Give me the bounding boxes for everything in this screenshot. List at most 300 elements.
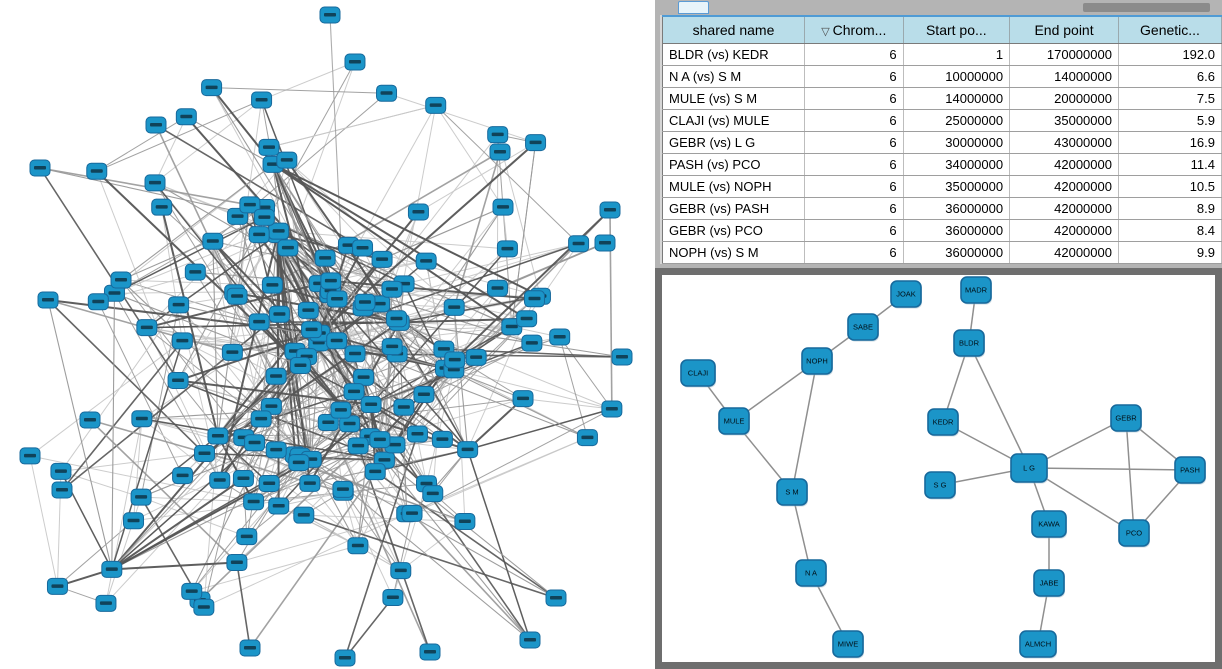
node-label-smudge (298, 513, 310, 517)
node-label-smudge (448, 305, 460, 309)
network-node[interactable] (80, 412, 100, 428)
node-label-smudge (322, 421, 334, 425)
node-label-smudge (135, 495, 147, 499)
node-label-smudge (492, 286, 504, 290)
network-edge (454, 307, 465, 521)
network-node[interactable] (432, 431, 452, 447)
node-label-smudge (115, 278, 127, 282)
table-cell[interactable]: 6 (805, 44, 904, 66)
node-label-smudge (420, 259, 432, 263)
network-node-jabe[interactable] (1034, 570, 1065, 598)
svg-text:MIWE: MIWE (837, 639, 859, 649)
table-row[interactable] (663, 66, 1222, 88)
network-node[interactable] (259, 476, 279, 492)
network-node[interactable] (38, 292, 58, 308)
network-node[interactable] (266, 442, 286, 458)
node-label-smudge (494, 150, 506, 154)
network-node[interactable] (466, 349, 486, 365)
network-node[interactable] (354, 369, 374, 385)
node-label-smudge (376, 257, 388, 261)
network-node[interactable] (278, 240, 298, 256)
network-node[interactable] (269, 498, 289, 514)
table-cell[interactable]: 6.6 (1118, 66, 1221, 88)
network-node[interactable] (353, 240, 373, 256)
network-node[interactable] (88, 294, 108, 310)
node-label-smudge (492, 133, 504, 137)
network-node[interactable] (344, 384, 364, 400)
table-cell[interactable]: 6 (805, 154, 904, 176)
table-cell[interactable]: 14000000 (903, 88, 1010, 110)
node-label-smudge (206, 86, 218, 90)
network-node[interactable] (600, 202, 620, 218)
detail-network-canvas[interactable] (662, 275, 1215, 662)
node-label-smudge (92, 300, 104, 304)
network-node[interactable] (259, 139, 279, 155)
network-node[interactable] (386, 311, 406, 327)
network-node-joak[interactable] (891, 281, 922, 309)
node-label-smudge (521, 317, 533, 321)
network-node[interactable] (182, 583, 202, 599)
network-node[interactable] (298, 302, 318, 318)
network-node[interactable] (290, 357, 310, 373)
network-node[interactable] (595, 235, 615, 251)
network-node[interactable] (420, 644, 440, 660)
node-label-smudge (550, 596, 562, 600)
network-node[interactable] (402, 505, 422, 521)
node-label-smudge (91, 169, 103, 173)
node-label-smudge (128, 519, 140, 523)
node-label-smudge (198, 605, 210, 609)
network-node[interactable] (266, 368, 286, 384)
table-cell[interactable]: 43000000 (1010, 132, 1119, 154)
network-node[interactable] (131, 489, 151, 505)
network-node[interactable] (96, 595, 116, 611)
network-node[interactable] (345, 54, 365, 70)
table-cell[interactable]: GEBR (vs) PASH (663, 198, 805, 220)
table-row[interactable] (663, 88, 1222, 110)
node-label-smudge (530, 141, 542, 145)
column-header-1[interactable] (805, 16, 904, 44)
table-cell[interactable]: NOPH (vs) S M (663, 242, 805, 264)
svg-text:SABE: SABE (852, 322, 874, 332)
network-node[interactable] (370, 432, 390, 448)
node-label-smudge (335, 408, 347, 412)
network-node[interactable] (408, 204, 428, 220)
network-node-madr[interactable] (961, 277, 992, 305)
node-label-smudge (108, 291, 120, 295)
network-node[interactable] (444, 299, 464, 315)
network-node-miwe[interactable] (833, 631, 864, 659)
network-node[interactable] (227, 288, 247, 304)
column-header-label: End point (1034, 22, 1094, 38)
network-node[interactable] (569, 236, 589, 252)
network-node[interactable] (269, 306, 289, 322)
network-edge (269, 105, 436, 147)
table-cell[interactable]: 170000000 (1010, 44, 1119, 66)
network-node[interactable] (348, 438, 368, 454)
node-label-smudge (248, 500, 260, 504)
network-node-noph[interactable] (802, 348, 833, 376)
table-tab[interactable] (678, 1, 709, 14)
network-node[interactable] (526, 135, 546, 151)
network-node[interactable] (327, 333, 347, 349)
network-node[interactable] (124, 513, 144, 529)
detail-network-inner (662, 275, 1215, 662)
network-node[interactable] (173, 468, 193, 484)
node-label-smudge (258, 215, 270, 219)
svg-text:PCO: PCO (1125, 528, 1143, 538)
network-node[interactable] (251, 411, 271, 427)
node-label-smudge (412, 210, 424, 214)
table-cell[interactable]: 9.9 (1118, 242, 1221, 264)
table-cell[interactable]: 42000000 (1010, 198, 1119, 220)
network-node[interactable] (407, 426, 427, 442)
network-node[interactable] (524, 291, 544, 307)
table-cell[interactable]: 6 (805, 132, 904, 154)
network-edge (1029, 468, 1190, 470)
network-edge (498, 135, 512, 327)
network-node[interactable] (348, 538, 368, 554)
network-node[interactable] (488, 280, 508, 296)
network-edge (436, 105, 579, 243)
network-node-l-g[interactable] (1011, 454, 1048, 484)
network-node[interactable] (252, 92, 272, 108)
network-node[interactable] (146, 117, 166, 133)
network-node[interactable] (30, 160, 50, 176)
network-node[interactable] (493, 199, 513, 215)
table-cell[interactable]: 1 (903, 44, 1010, 66)
table-cell[interactable]: 5.9 (1118, 110, 1221, 132)
network-node[interactable] (185, 264, 205, 280)
table-cell[interactable]: 30000000 (903, 132, 1010, 154)
table-cell[interactable]: N A (vs) S M (663, 66, 805, 88)
table-row[interactable] (663, 132, 1222, 154)
table-cell[interactable]: 6 (805, 88, 904, 110)
network-node[interactable] (208, 428, 228, 444)
table-region (655, 0, 1222, 268)
node-label-smudge (331, 297, 343, 301)
network-node[interactable] (194, 446, 214, 462)
node-label-smudge (302, 308, 314, 312)
table-cell[interactable]: 42000000 (1010, 176, 1119, 198)
table-cell[interactable]: 6 (805, 220, 904, 242)
table-cell[interactable]: 10000000 (903, 66, 1010, 88)
network-node[interactable] (414, 386, 434, 402)
network-node[interactable] (333, 481, 353, 497)
table-cell[interactable]: 35000000 (1010, 110, 1119, 132)
node-label-smudge (427, 492, 439, 496)
network-node[interactable] (102, 561, 122, 577)
network-node[interactable] (497, 241, 517, 257)
network-node-sabe[interactable] (848, 314, 879, 342)
table-cell[interactable]: GEBR (vs) PCO (663, 220, 805, 242)
network-node[interactable] (47, 578, 67, 594)
node-label-smudge (411, 432, 423, 436)
table-row[interactable] (663, 44, 1222, 66)
node-label-smudge (358, 375, 370, 379)
network-node[interactable] (210, 472, 230, 488)
table-row[interactable] (663, 154, 1222, 176)
network-node[interactable] (244, 494, 264, 510)
node-label-smudge (339, 656, 351, 660)
node-label-smudge (256, 98, 268, 102)
node-label-smudge (352, 444, 364, 448)
svg-text:KEDR: KEDR (932, 417, 954, 427)
network-edge (387, 93, 536, 142)
table-cell[interactable]: MULE (vs) S M (663, 88, 805, 110)
node-label-smudge (244, 646, 256, 650)
table-row[interactable] (663, 110, 1222, 132)
network-node[interactable] (87, 163, 107, 179)
network-node-claji[interactable] (681, 360, 716, 388)
network-node[interactable] (577, 430, 597, 446)
table-cell[interactable]: 25000000 (903, 110, 1010, 132)
network-node[interactable] (137, 320, 157, 336)
node-label-smudge (581, 436, 593, 440)
node-label-smudge (526, 341, 538, 345)
node-label-smudge (524, 638, 536, 642)
network-edge (112, 293, 115, 569)
node-label-smudge (273, 229, 285, 233)
network-node[interactable] (377, 85, 397, 101)
network-node-pco[interactable] (1119, 520, 1150, 548)
network-node[interactable] (391, 563, 411, 579)
table-cell[interactable]: 16.9 (1118, 132, 1221, 154)
network-node[interactable] (382, 281, 402, 297)
network-node[interactable] (240, 640, 260, 656)
table-cell[interactable]: 6 (805, 176, 904, 198)
svg-text:L G: L G (1023, 463, 1035, 473)
table-cell[interactable]: 14000000 (1010, 66, 1119, 88)
node-label-smudge (270, 448, 282, 452)
table-cell[interactable]: GEBR (vs) L G (663, 132, 805, 154)
node-label-smudge (273, 504, 285, 508)
network-node-n-a[interactable] (796, 560, 827, 588)
network-node[interactable] (361, 396, 381, 412)
network-node[interactable] (132, 411, 152, 427)
network-edge (418, 143, 535, 212)
network-node[interactable] (602, 401, 622, 417)
node-label-smudge (263, 145, 275, 149)
network-node[interactable] (612, 349, 632, 365)
network-edge (401, 521, 465, 570)
network-node[interactable] (176, 109, 196, 125)
network-edge (121, 280, 272, 285)
network-node[interactable] (52, 482, 72, 498)
network-node[interactable] (315, 250, 335, 266)
network-node[interactable] (203, 233, 223, 249)
node-label-smudge (436, 437, 448, 441)
network-node[interactable] (490, 144, 510, 160)
column-header-4[interactable] (1118, 16, 1221, 44)
network-node-bldr[interactable] (954, 330, 985, 358)
node-label-smudge (470, 355, 482, 359)
network-node[interactable] (458, 442, 478, 458)
node-label-smudge (253, 320, 265, 324)
network-node[interactable] (327, 291, 347, 307)
table-cell[interactable]: 36000000 (903, 220, 1010, 242)
node-label-smudge (232, 214, 244, 218)
network-node[interactable] (513, 391, 533, 407)
table-cell[interactable]: MULE (vs) NOPH (663, 176, 805, 198)
network-node[interactable] (111, 272, 131, 288)
network-node[interactable] (294, 507, 314, 523)
network-node[interactable] (249, 227, 269, 243)
network-node[interactable] (382, 339, 402, 355)
network-node[interactable] (233, 470, 253, 486)
table-row[interactable] (663, 220, 1222, 242)
network-node[interactable] (51, 463, 71, 479)
network-node[interactable] (20, 448, 40, 464)
table-row[interactable] (663, 242, 1222, 264)
network-node-almch[interactable] (1020, 631, 1057, 659)
column-header-label: Chrom... (832, 22, 887, 38)
network-node-gebr[interactable] (1111, 405, 1142, 433)
network-node[interactable] (320, 7, 340, 23)
network-node-s-m[interactable] (777, 479, 808, 507)
network-node[interactable] (277, 152, 297, 168)
network-node[interactable] (355, 294, 375, 310)
node-label-smudge (319, 256, 331, 260)
network-node[interactable] (321, 273, 341, 289)
column-header-label: Genetic... (1140, 22, 1200, 38)
network-node[interactable] (249, 314, 269, 330)
node-label-smudge (462, 448, 474, 452)
network-node[interactable] (423, 486, 443, 502)
table-cell[interactable]: 20000000 (1010, 88, 1119, 110)
network-node[interactable] (172, 333, 192, 349)
node-label-smudge (501, 247, 513, 251)
network-node[interactable] (169, 297, 189, 313)
network-node-s-g[interactable] (925, 472, 956, 500)
node-label-smudge (231, 294, 243, 298)
network-node[interactable] (335, 650, 355, 666)
filter-icon[interactable]: ▽ (821, 26, 830, 38)
node-label-smudge (554, 335, 566, 339)
network-node[interactable] (269, 223, 289, 239)
table-cell[interactable]: 42000000 (1010, 220, 1119, 242)
node-label-smudge (506, 325, 518, 329)
network-node[interactable] (520, 632, 540, 648)
node-label-smudge (352, 544, 364, 548)
column-header-2[interactable] (903, 16, 1010, 44)
network-node[interactable] (426, 97, 446, 113)
network-node[interactable] (445, 352, 465, 368)
table-cell[interactable]: 6 (805, 198, 904, 220)
node-label-smudge (214, 478, 226, 482)
table-cell[interactable]: BLDR (vs) KEDR (663, 44, 805, 66)
network-node[interactable] (222, 344, 242, 360)
table-cell[interactable]: PASH (vs) PCO (663, 154, 805, 176)
table-cell[interactable]: 10.5 (1118, 176, 1221, 198)
table-cell[interactable]: 42000000 (1010, 154, 1119, 176)
network-node[interactable] (394, 399, 414, 415)
table-cell[interactable]: 42000000 (1010, 242, 1119, 264)
node-label-smudge (106, 567, 118, 571)
node-label-smudge (349, 352, 361, 356)
network-node[interactable] (300, 475, 320, 491)
detail-network-panel (655, 268, 1222, 669)
node-label-smudge (249, 441, 261, 445)
table-cell[interactable]: 6 (805, 110, 904, 132)
network-node[interactable] (416, 253, 436, 269)
table-row[interactable] (663, 198, 1222, 220)
network-node[interactable] (245, 435, 265, 451)
table-header (663, 16, 1222, 44)
network-node[interactable] (455, 513, 475, 529)
network-node[interactable] (262, 277, 282, 293)
network-node[interactable] (372, 251, 392, 267)
network-node[interactable] (517, 311, 537, 327)
node-label-smudge (616, 355, 628, 359)
network-node[interactable] (550, 329, 570, 345)
network-node[interactable] (202, 80, 222, 96)
node-label-smudge (337, 487, 349, 491)
node-label-smudge (241, 535, 253, 539)
network-node[interactable] (194, 599, 214, 615)
network-edge (237, 563, 250, 648)
network-node[interactable] (331, 402, 351, 418)
network-node[interactable] (522, 335, 542, 351)
node-label-smudge (381, 91, 393, 95)
table-cell[interactable]: CLAJI (vs) MULE (663, 110, 805, 132)
network-node[interactable] (383, 589, 403, 605)
table-cell[interactable]: 6 (805, 242, 904, 264)
network-node[interactable] (145, 175, 165, 191)
svg-text:N A: N A (804, 568, 818, 578)
table-cell[interactable]: 7.5 (1118, 88, 1221, 110)
network-node[interactable] (168, 373, 188, 389)
table-row[interactable] (663, 176, 1222, 198)
table-cell[interactable]: 11.4 (1118, 154, 1221, 176)
table-cell[interactable]: 35000000 (903, 176, 1010, 198)
network-node-mule[interactable] (719, 408, 750, 436)
network-node-pash[interactable] (1175, 457, 1206, 485)
network-node[interactable] (488, 127, 508, 143)
network-node[interactable] (152, 199, 172, 215)
table-cell[interactable]: 8.9 (1118, 198, 1221, 220)
network-node[interactable] (254, 209, 274, 225)
network-node[interactable] (345, 346, 365, 362)
table-cell[interactable]: 8.4 (1118, 220, 1221, 242)
node-label-smudge (180, 115, 192, 119)
network-node[interactable] (289, 455, 309, 471)
scrollbar-handle[interactable] (1083, 3, 1210, 12)
network-node[interactable] (365, 464, 385, 480)
network-node-kedr[interactable] (928, 409, 959, 437)
svg-text:PASH: PASH (1180, 465, 1200, 475)
network-node[interactable] (237, 529, 257, 545)
node-label-smudge (357, 246, 369, 250)
node-label-smudge (517, 397, 529, 401)
network-node[interactable] (302, 322, 322, 338)
table-cell[interactable]: 36000000 (903, 198, 1010, 220)
network-edge (304, 515, 556, 598)
node-label-smudge (253, 233, 265, 237)
table-cell[interactable]: 6 (805, 66, 904, 88)
network-node[interactable] (227, 555, 247, 571)
table-cell[interactable]: 34000000 (903, 154, 1010, 176)
node-label-smudge (349, 60, 361, 64)
node-label-smudge (293, 461, 305, 465)
column-header-0[interactable] (663, 16, 805, 44)
svg-text:S M: S M (785, 487, 799, 497)
network-node-kawa[interactable] (1032, 511, 1067, 539)
table-cell[interactable]: 192.0 (1118, 44, 1221, 66)
column-header-3[interactable] (1010, 16, 1119, 44)
table-cell[interactable]: 36000000 (903, 242, 1010, 264)
network-node[interactable] (546, 590, 566, 606)
